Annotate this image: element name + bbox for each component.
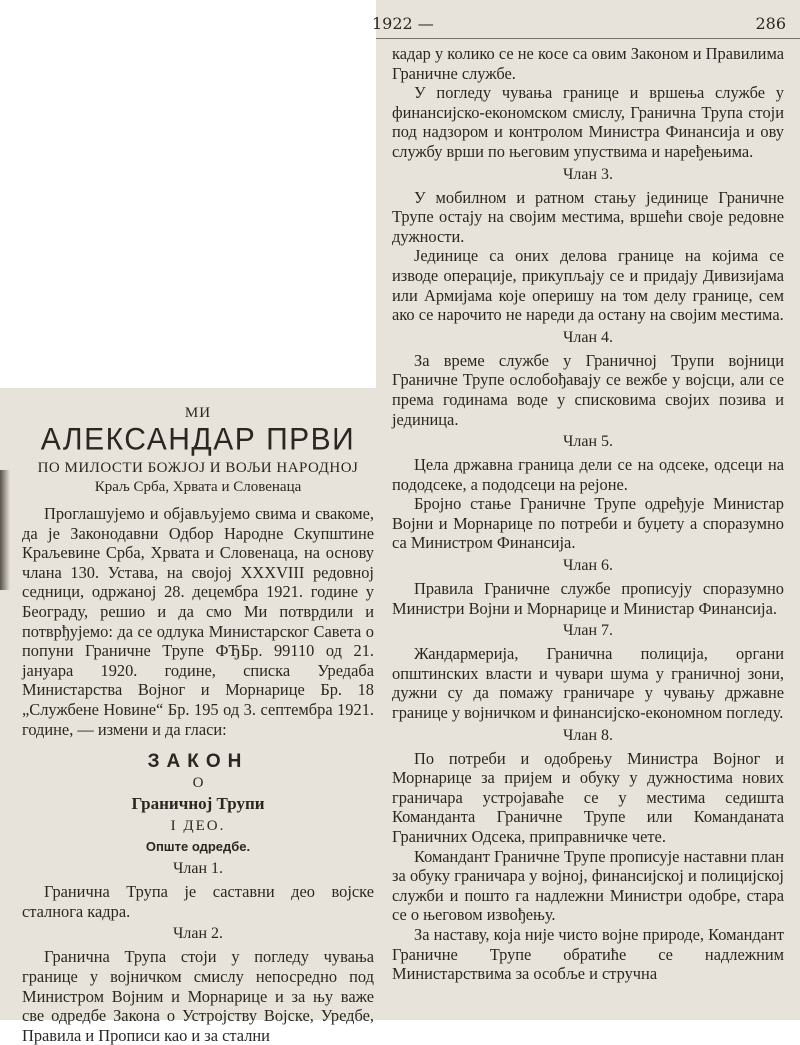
article-3-heading: Члан 3.: [562, 165, 614, 183]
page-number: 286: [755, 14, 786, 33]
kral-line: Краљ Срба, Хрвата и Словенаца: [94, 479, 302, 495]
article-5-heading: Члан 5.: [562, 433, 614, 451]
article-8-paragraph-1: По потреби и одобрењу Министра Војног и Морнарице за пријем и обуку у дужностима нових граничара устројаваће се у местима седишта Команданта Граничне Трупе или Команданата Граничних Одсека, приправничке чете.: [392, 748, 784, 846]
article-8-paragraph-3: За наставу, која није чисто војне природе, Командант Граничне Трупе обратиће се надлежним Министарствима за особље и стручна: [392, 924, 784, 984]
grace-line: ПО МИЛОСТИ БОЖЈОЈ И ВОЉИ НАРОДНОЈ: [37, 460, 359, 476]
article-2-continued: кадар у колико се не косе са овим Законом и Правилима Граничне службе.: [392, 44, 784, 83]
header-year: 1922 —: [372, 14, 434, 33]
page-edge-shadow: [0, 470, 10, 590]
article-6-heading: Члан 6.: [562, 557, 614, 575]
left-column: [22, 405, 374, 1045]
article-1-text: Гранична Трупа је саставни део војске сталнога кадра.: [22, 882, 374, 921]
part-heading: I ДЕО.: [170, 818, 226, 835]
article-5-paragraph-1: Цела државна граница дели се на одсеке, одсеци на пододсеке, а пододсеци на рејоне.: [392, 455, 784, 494]
article-4-heading: Члан 4.: [562, 328, 614, 346]
proclamation-text: Проглашујемо и објављујемо свима и свакоме, да је Законодавни Одбор Народне Скупштине Краљевине Срба, Хрвата и Словенаца, на основу члана 130. Устава, на својој XXXVIII редовној седници, одржаној 28. децембра 1921. године у Београду, решио и да смо Ми потврдили и потврђујемо: да се одлука Министарског Савета о попуни Граничне Трупе ФЂБр. 99110 од 21. јануара 1920. године, списка Уредаба Министарства Војног и Морнарице Бр. 18 „Службене Новине“ Бр. 195 од 3. септембра 1921. године, — измени и да гласи:: [22, 504, 374, 739]
article-5-paragraph-2: Бројно стање Граничне Трупе одређује Министар Војни и Морнарице по потреби и буџету а споразумно са Министром Финансија.: [392, 494, 784, 553]
article-2-paragraph-2: У погледу чувања границе и вршења службе у финансијско-економском смислу, Гранична Трупа стоји под надзором и контролом Министра Финансија и ову службу врши по његовим упуствима и наређењима.: [392, 83, 784, 161]
article-4-text: За време службе у Граничној Трупи војници Граничне Трупе ослобођавају се вежбе у војсци, али се према годинама воде у списковима својих позива и јединица.: [392, 350, 784, 429]
trupa-heading: Граничној Трупи: [131, 794, 265, 814]
mi-heading: МИ: [184, 405, 212, 421]
right-column: [392, 44, 784, 984]
zakon-heading: ЗАКОН: [147, 751, 249, 773]
general-provisions-heading: Опште одредбе.: [145, 839, 251, 855]
o-line: О: [192, 775, 204, 792]
header-rule: [376, 38, 800, 39]
article-2-text: Гранична Трупа стоји у погледу чувања границе у војничком смислу непосредно под Министром Војним и Морнарице и за њу важе све одредбе Закона о Устројству Војске, Уредбе, Правила и Прописи као и за стални: [22, 947, 374, 1045]
article-2-heading: Члан 2.: [172, 925, 224, 943]
article-3-paragraph-2: Јединице са оних делова границе на којима се изводе операције, прикупљају се и придају Дивизијама или Армијама које оперишу на том делу границе, сем ако се нарочито не нареди да остану на својим местима.: [392, 246, 784, 325]
king-title: АЛЕКСАНДАР ПРВИ: [40, 422, 356, 457]
article-3-paragraph-1: У мобилном и ратном стању јединице Граничне Трупе остају на својим местима, вршећи своје редовне дужности.: [392, 187, 784, 246]
article-7-text: Жандармерија, Гранична полиција, органи општинских власти и чувари шума у граничној зони, дужни су да помажу граничаре у чувању државне границе у војничком и финансијско-економном погледу.: [392, 644, 784, 723]
article-7-heading: Члан 7.: [562, 622, 614, 640]
article-1-heading: Члан 1.: [172, 860, 224, 878]
article-8-heading: Члан 8.: [562, 726, 614, 744]
article-6-text: Правила Граничне службе прописују споразумно Министри Војни и Морнарице и Министар Финансија.: [392, 579, 784, 618]
article-8-paragraph-2: Командант Граничне Трупе прописује наставни план за обуку граничара у војној, финансијској и полицијској служби и пошто га надлежни Министри одобре, стара се о његовом извођењу.: [392, 846, 784, 925]
